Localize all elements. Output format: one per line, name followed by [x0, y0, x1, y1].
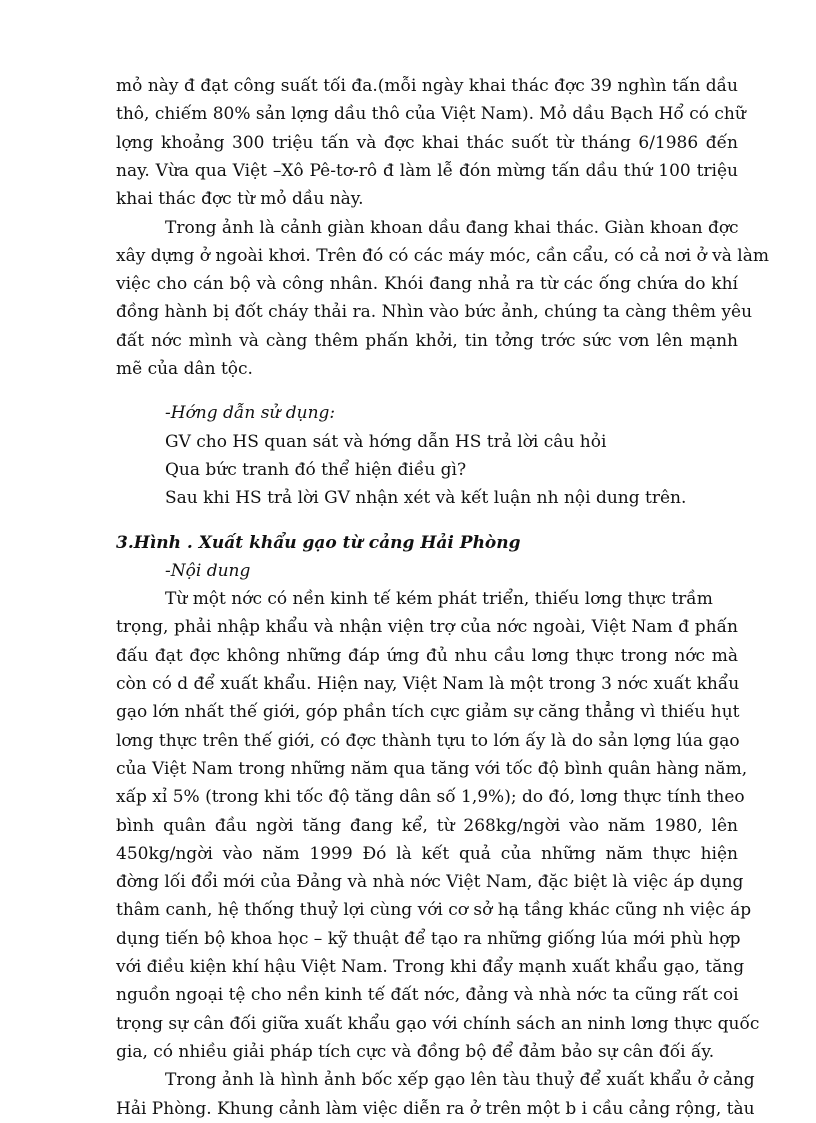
text-line: gạo lớn nhất thế giới, góp phần tích cực giảm sự căng thẳng vì thiếu hụt [116, 702, 740, 723]
text-line: lợng khoảng 300 triệu tấn và đợc khai thác suốt từ tháng 6/1986 đến [116, 132, 738, 153]
section-heading: 3.Hình . Xuất khẩu gạo từ cảng Hải Phòng [116, 532, 521, 553]
text-line: mỏ này đ đạt công suất tối đa.(mỗi ngày khai thác đợc 39 nghìn tấn dầu [116, 76, 738, 96]
text-line: còn có d để xuất khẩu. Hiện nay, Việt Nam là một trong 3 nớc xuất khẩu [116, 674, 740, 694]
text-line: lơng thực trên thế giới, có đợc thành tựu to lớn ấy là do sản lợng lúa gạo [116, 730, 740, 751]
text-line: mẽ của dân tộc. [116, 359, 253, 379]
text-line: thâm canh, hệ thống thuỷ lợi cùng với cơ sở hạ tầng khác cũng nh việc áp [116, 900, 752, 921]
text-line: trọng sự cân đối giữa xuất khẩu gạo với chính sách an ninh lơng thực quốc [116, 1013, 760, 1034]
text-line: Hải Phòng. Khung cảnh làm việc diễn ra ở trên một b i cầu cảng rộng, tàu [116, 1098, 755, 1119]
text-line: Từ một nớc có nền kinh tế kém phát triển, thiếu lơng thực trầm [165, 589, 713, 610]
text-line: Trong ảnh là cảnh giàn khoan dầu đang khai thác. Giàn khoan đợc [165, 217, 739, 238]
text-line: đờng lối đổi mới của Đảng và nhà nớc Việt Nam, đặc biệt là việc áp dụng [116, 872, 744, 893]
text-line: việc cho cán bộ và công nhân. Khói đang nhả ra từ các ống chứa do khí [116, 274, 738, 295]
text-line: Qua bức tranh đó thể hiện điều gì? [165, 459, 467, 480]
text-line: đất nớc mình và càng thêm phấn khởi, tin tởng trớc sức vơn lên mạnh [116, 330, 738, 351]
section-subheading: -Hớng dẫn sử dụng: [165, 403, 336, 424]
section-subheading: -Nội dung [165, 560, 251, 581]
text-line: GV cho HS quan sát và hớng dẫn HS trả lời câu hỏi [165, 431, 607, 452]
text-line: của Việt Nam trong những năm qua tăng với tốc độ bình quân hàng năm, [116, 758, 748, 779]
text-line: trọng, phải nhập khẩu và nhận viện trợ của nớc ngoài, Việt Nam đ phấn [116, 617, 738, 638]
text-line: 450kg/ngời vào năm 1999 Đó là kết quả của những năm thực hiện [116, 843, 738, 864]
text-line: gia, có nhiều giải pháp tích cực và đồng bộ để đảm bảo sự cân đối ấy. [116, 1041, 715, 1062]
text-line: nay. Vừa qua Việt –Xô Pê-tơ-rô đ làm lễ đón mừng tấn dầu thứ 100 triệu [116, 160, 738, 181]
text-line: dụng tiến bộ khoa học – kỹ thuật để tạo ra những giống lúa mới phù hợp [116, 928, 741, 949]
text-line: xấp xỉ 5% (trong khi tốc độ tăng dân số 1,9%); do đó, lơng thực tính theo [116, 787, 745, 808]
text-line: Trong ảnh là hình ảnh bốc xếp gạo lên tàu thuỷ để xuất khẩu ở cảng [165, 1070, 755, 1091]
text-line: nguồn ngoại tệ cho nền kinh tế đất nớc, đảng và nhà nớc ta cũng rất coi [116, 985, 739, 1006]
text-line: với điều kiện khí hậu Việt Nam. Trong khi đẩy mạnh xuất khẩu gạo, tăng [116, 957, 745, 977]
text-line: xây dựng ở ngoài khơi. Trên đó có các máy móc, cần cẩu, có cả nơi ở và làm [116, 245, 769, 266]
text-line: khai thác đợc từ mỏ dầu này. [116, 189, 364, 210]
text-line: đồng hành bị đốt cháy thải ra. Nhìn vào bức ảnh, chúng ta càng thêm yêu [116, 302, 753, 323]
text-line: bình quân đầu ngời tăng đang kể, từ 268kg/ngời vào năm 1980, lên [116, 815, 738, 836]
text-line: thô, chiếm 80% sản lợng dầu thô của Việt Nam). Mỏ dầu Bạch Hổ có chữ [116, 104, 746, 125]
text-line: Sau khi HS trả lời GV nhận xét và kết luận nh nội dung trên. [165, 488, 687, 509]
text-line: đấu đạt đợc không những đáp ứng đủ nhu cầu lơng thực trong nớc mà [116, 645, 738, 666]
